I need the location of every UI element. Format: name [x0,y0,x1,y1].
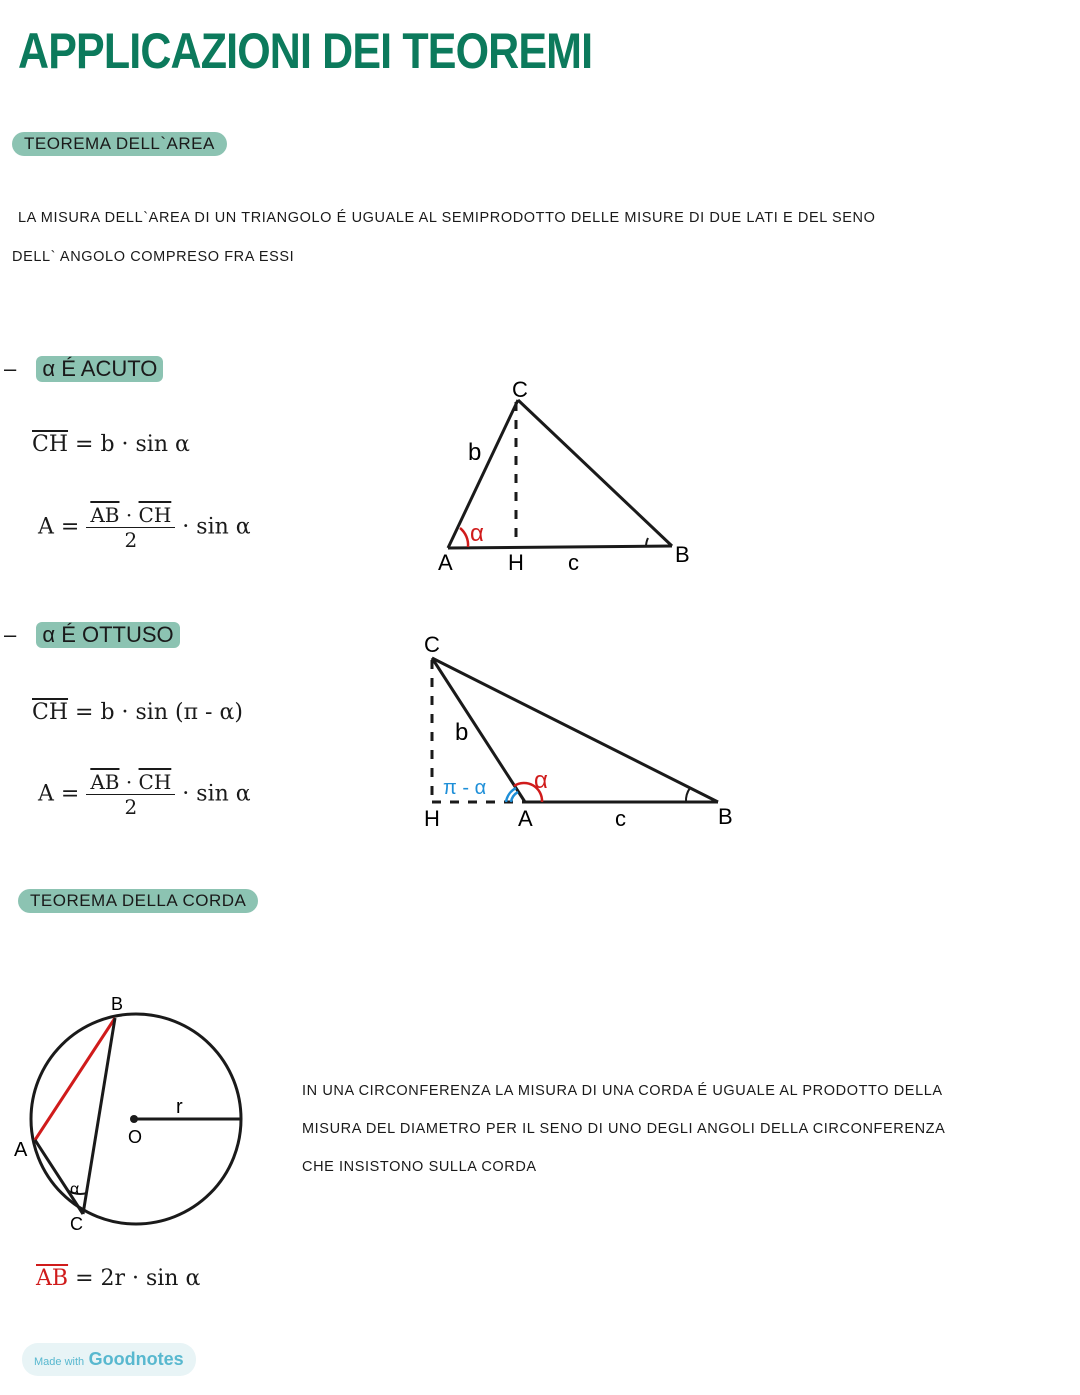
numerator-ab: $\overline{AB}$ [90,770,120,794]
label-pi-minus-alpha: π - α [443,777,487,799]
formula-area-tail: · sin α [182,514,251,540]
label-alpha: α [70,1181,80,1198]
label-b-vertex: B [675,542,690,567]
case-obtuse-heading [4,622,180,648]
chord-ab [35,1018,115,1140]
formula-chord-lhs: $\overline{AB}$ [36,1266,69,1291]
fraction-numerator [86,770,175,795]
formula-ch-obtuse [32,700,243,725]
formula-ch-lhs: $\overline{CH}$ [32,432,69,457]
obtuse-triangle-diagram [410,630,750,835]
angle-b-arc [686,788,690,802]
formula-chord-rhs: = 2r · sin α [75,1266,201,1291]
section-heading-chord: TEOREMA DELLA CORDA [18,889,258,913]
formula-area-acute [38,503,251,552]
label-b-vertex: B [718,804,733,829]
chord-text-line-3: CHE INSISTONO SULLA CORDA [302,1159,537,1175]
formula-area-fraction [86,503,175,552]
chord-circle-diagram [10,990,260,1235]
label-r-radius: r [176,1096,183,1118]
label-b-side: b [455,719,469,746]
page-title: APPLICAZIONI DEI TEOREMI [18,23,593,79]
formula-area-lhs: A = [38,514,80,540]
chord-ac [35,1140,83,1214]
label-c-side: c [615,806,626,831]
label-a-vertex: A [438,550,453,575]
area-text-line-1: LA MISURA DELL`AREA DI UN TRIANGOLO É UGUALE AL SEMIPRODOTTO DELLE MISURE DI DUE LATI E DEL SENO [18,210,876,226]
chord-text-line-1: IN UNA CIRCONFERENZA LA MISURA DI UNA CORDA É UGUALE AL PRODOTTO DELLA [302,1083,943,1099]
label-o-center: O [128,1127,143,1147]
numerator-dot: · [125,503,133,527]
chord-bc [83,1018,115,1214]
fraction-denominator: 2 [124,528,138,552]
formula-ch-rhs: = b · sin (π - α) [75,700,243,725]
formula-area-lhs: A = [38,781,80,807]
acute-triangle-diagram [420,378,720,578]
formula-area-tail: · sin α [182,781,251,807]
fraction-numerator [86,503,175,528]
case-dash: – [4,622,17,647]
label-a-point: A [14,1139,28,1161]
numerator-ch: $\overline{CH}$ [138,770,172,794]
formula-area-obtuse [38,770,251,819]
label-c-point: C [70,1214,83,1234]
numerator-ch: $\overline{CH}$ [138,503,172,527]
section-heading-area: TEOREMA DELL`AREA [12,132,227,156]
formula-ch-acute [32,432,190,457]
formula-area-fraction [86,770,175,819]
formula-ch-rhs: = b · sin α [75,432,190,457]
label-b-side: b [468,439,482,466]
case-obtuse-label: α É OTTUSO [36,622,179,648]
badge-brand-text: Goodnotes [88,1349,184,1369]
label-alpha: α [534,767,548,794]
center-point [130,1115,138,1123]
area-text-line-2: DELL` ANGOLO COMPRESO FRA ESSI [12,249,295,265]
label-h: H [424,806,440,831]
badge-small-text: Made with [34,1356,85,1368]
label-c-vertex: C [512,378,528,402]
side-a [518,400,672,546]
label-a-vertex: A [518,806,533,831]
label-h: H [508,550,524,575]
label-b-point: B [111,994,124,1014]
fraction-denominator: 2 [124,795,138,819]
label-c-vertex: C [424,632,440,657]
case-dash: – [4,356,17,381]
goodnotes-badge[interactable] [22,1343,196,1376]
angle-pi-minus-alpha-arc-inner [511,792,518,802]
formula-ch-lhs: $\overline{CH}$ [32,700,69,725]
case-acute-heading [4,356,163,382]
chord-text-line-2: MISURA DEL DIAMETRO PER IL SENO DI UNO DEGLI ANGOLI DELLA CIRCONFERENZA [302,1121,946,1137]
numerator-dot: · [125,770,133,794]
angle-alpha-arc [460,528,468,547]
formula-chord [36,1266,200,1291]
label-c-side: c [568,550,579,575]
label-alpha: α [470,520,484,547]
numerator-ab: $\overline{AB}$ [90,503,120,527]
case-acute-label: α É ACUTO [36,356,163,382]
